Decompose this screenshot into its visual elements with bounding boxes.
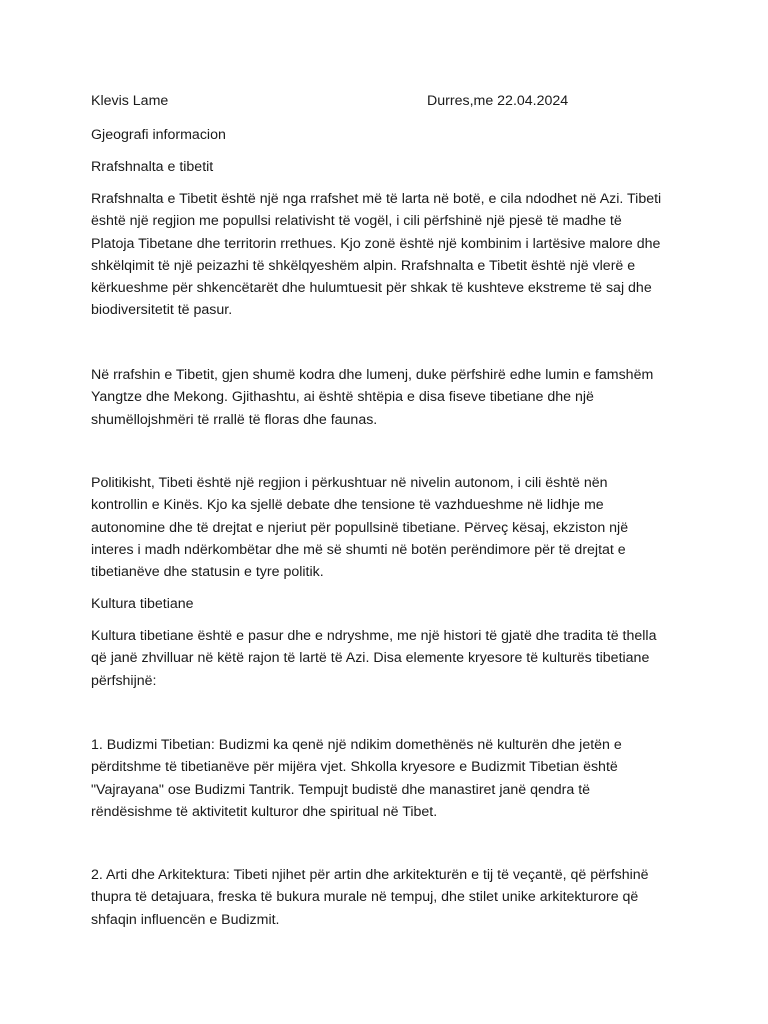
place-and-date: Durres,me 22.04.2024 (427, 93, 569, 109)
paragraph-line: Yangtze dhe Mekong. Gjithashtu, ai është shtëpia e disa fiseve tibetiane dhe një (91, 389, 594, 406)
paragraph-geography (91, 364, 691, 431)
paragraph-line: Politikisht, Tibeti është një regjion i përkushtuar në nivelin autonom, i cili është nën (91, 475, 608, 491)
paragraph-line: që janë zhvilluar në këtë rajon të lartë të Azi. Disa elemente kryesore të kulturës tibetiane (91, 650, 650, 667)
paragraph-line: biodiversitetit të pasur. (91, 302, 233, 319)
paragraph-line: përfshijnë: (91, 672, 157, 689)
document-header (91, 93, 691, 113)
paragraph-politics (91, 472, 691, 583)
paragraph-art-architecture (91, 864, 691, 931)
paragraph-line: kontrollin e Kinës. Kjo ka sjellë debate dhe tensione të vazhdueshme në lidhje me (91, 497, 604, 514)
paragraph-line: shfaqin influencën e Budizmit. (91, 911, 280, 928)
document-subject: Gjeografi informacion (91, 127, 226, 143)
paragraph-line: 1. Budizmi Tibetian: Budizmi ka qenë një ndikim domethënës në kulturën dhe jetën e (91, 737, 622, 753)
paragraph-culture-intro (91, 625, 691, 692)
paragraph-line: 2. Arti dhe Arkitektura: Tibeti njihet për artin dhe arkitekturën e tij të veçantë, që përfshinë (91, 867, 649, 883)
paragraph-line: shumëllojshmëri të rrallë të floras dhe faunas. (91, 411, 378, 428)
paragraph-line: autonomine dhe të drejtat e njeriut për popullsinë tibetiane. Përveç kësaj, ekziston një (91, 519, 629, 536)
paragraph-line: shkëlqimit të një peizazhi të shkëlqyeshëm alpin. Rrafshnalta e Tibetit është një vlerë e (91, 257, 636, 274)
paragraph-line: tibetianëve dhe statusin e tyre politik. (91, 564, 324, 581)
paragraph-line: rëndësishme të aktivitetit kulturor dhe spiritual në Tibet. (91, 803, 438, 820)
paragraph-line: thupra të detajuara, freska të bukura murale në tempuj, dhe stilet unike arkitekturore që (91, 889, 639, 906)
section-heading-culture: Kultura tibetiane (91, 596, 194, 612)
paragraph-line: Rrafshnalta e Tibetit është një nga rrafshet më të larta në botë, e cila ndodhet në Azi. Tibeti (91, 191, 662, 207)
document-title: Rrafshnalta e tibetit (91, 159, 214, 175)
paragraph-line: Kultura tibetiane është e pasur dhe e ndryshme, me një histori të gjatë dhe tradita të thella (91, 628, 657, 644)
author-name: Klevis Lame (91, 93, 169, 109)
paragraph-line: Platoja Tibetane dhe territorin rrethues. Kjo zonë është një kombinim i lartësive malore dhe (91, 235, 661, 252)
paragraph-line: kërkueshme për shkencëtarët dhe hulumtuesit për shkak të kushteve ekstreme të saj dhe (91, 280, 652, 297)
paragraph-buddhism (91, 734, 691, 823)
paragraph-line: Në rrafshin e Tibetit, gjen shumë kodra dhe lumenj, duke përfshirë edhe lumin e famshëm (91, 367, 654, 383)
paragraph-intro (91, 188, 691, 322)
paragraph-line: interes i madh ndërkombëtar dhe më së shumti në botën perëndimore për të drejtat e (91, 541, 626, 558)
paragraph-line: është një regjion me popullsi relativisht të vogël, i cili përfshinë një pjesë të madhe të (91, 213, 622, 230)
paragraph-line: "Vajrayana" ose Budizmi Tantrik. Tempujt budistë dhe manastiret janë qendra të (91, 781, 591, 798)
paragraph-line: përditshme të tibetianëve për mijëra vjet. Shkolla kryesore e Budizmit Tibetian është (91, 759, 618, 776)
